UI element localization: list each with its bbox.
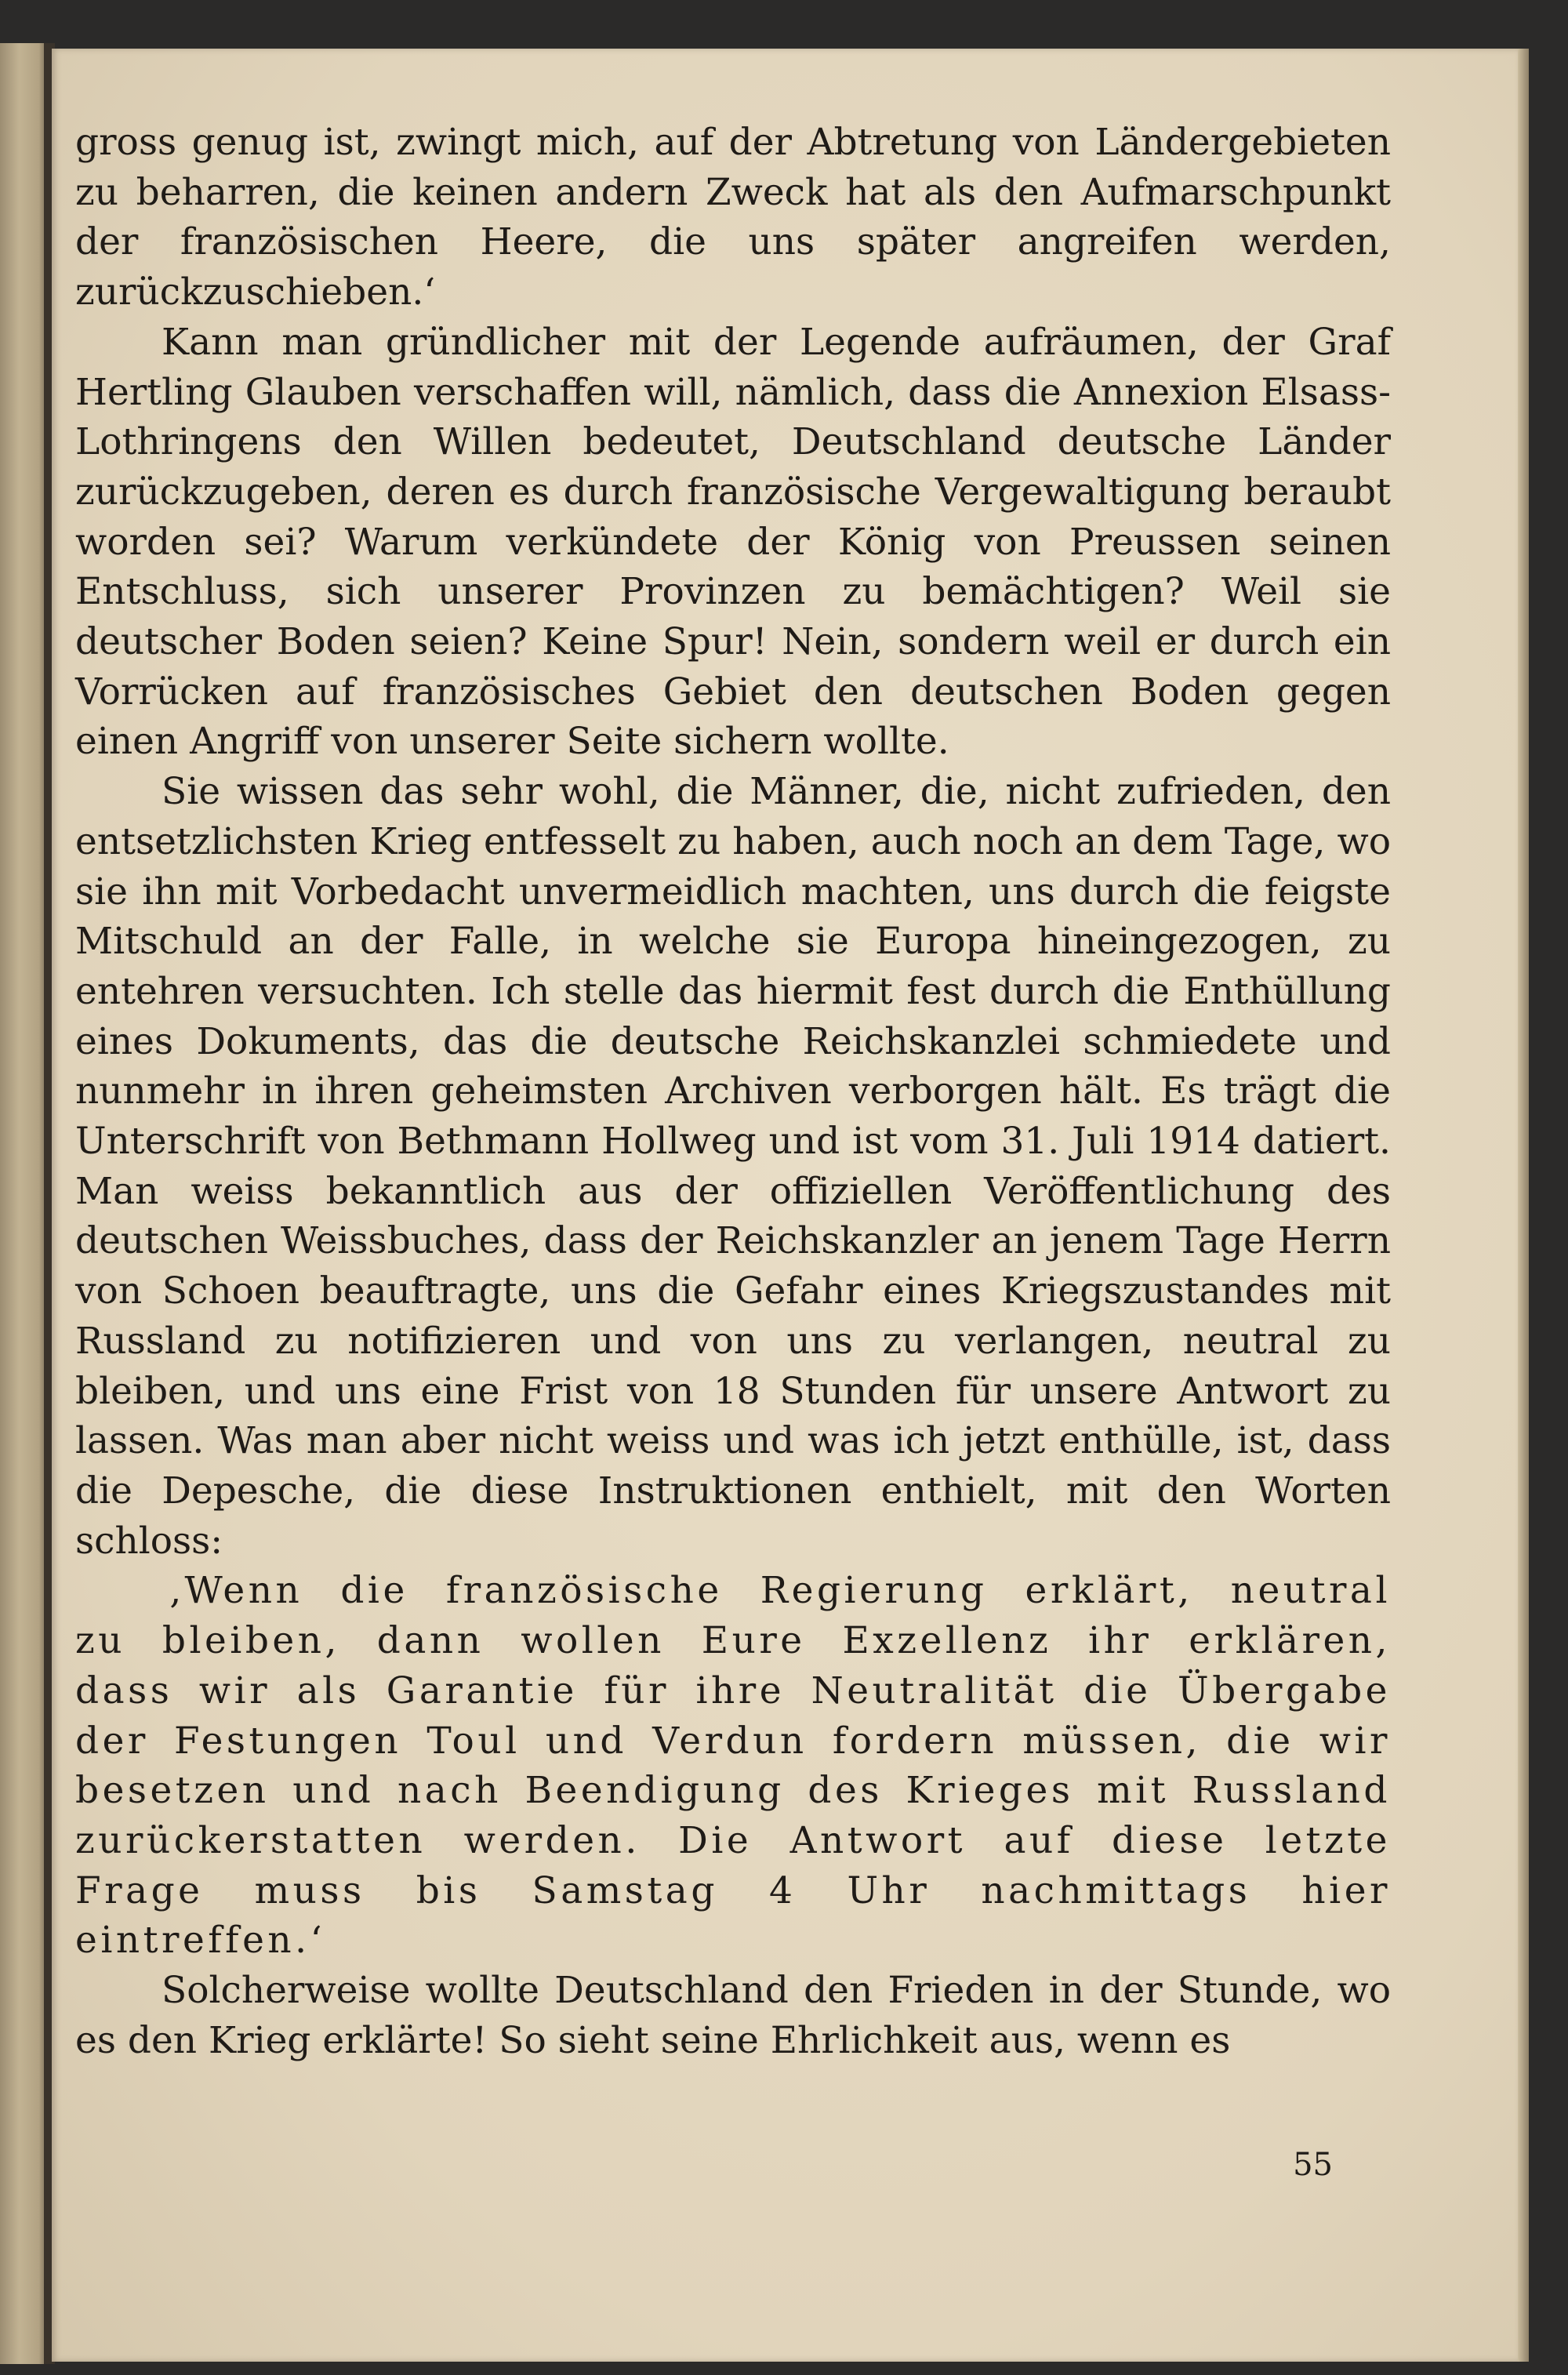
right-page-edge xyxy=(1518,49,1529,2362)
page-text xyxy=(75,118,1391,2065)
page-number: 55 xyxy=(1293,2147,1333,2183)
paragraph: Kann man gründlicher mit der Legende aufräumen, der Graf Hertling Glauben verschaffen will, nämlich, dass die Annexion Elsass-Lothringens den Willen bedeutet, Deutschland deutsche Länder zurückzugeben, deren es durch französische Vergewaltigung beraubt worden sei? Warum verkündete der König von Preussen seinen Entschluss, sich unserer Provinzen zu bemächtigen? Weil sie deutscher Boden seien? Keine Spur! Nein, sondern weil er durch ein Vorrücken auf französisches Gebiet den deutschen Boden gegen einen Angriff von unserer Seite sichern wollte. xyxy=(75,320,1391,764)
left-page-edge xyxy=(0,43,49,2364)
paragraph-closing: Solcherweise wollte Deutschland den Frieden in der Stunde, wo es den Krieg erklärte! So sieht seine Ehrlichkeit aus, wenn es xyxy=(75,1969,1391,2062)
quoted-dispatch: ‚Wenn die französische Regierung erklärt, neutral zu bleiben, dann wollen Eure Exzellenz ihr erklären, dass wir als Garantie für ihre Neutralität die Übergabe der Festungen Toul und Verdun fordern müssen, die wir besetzen und nach Beendigung des Krieges mit Russland zurückerstatten werden. Die Antwort auf diese letzte Frage muss bis Samstag 4 Uhr nachmittags hier eintreffen.‘ xyxy=(75,1569,1391,1963)
paragraph-continuation: gross genug ist, zwingt mich, auf der Abtretung von Ländergebieten zu beharren, die keinen andern Zweck hat als den Aufmarschpunkt der französischen Heere, die uns später angreifen werden, zurückzuschieben.‘ xyxy=(75,121,1391,314)
paragraph: Sie wissen das sehr wohl, die Männer, die, nicht zufrieden, den entsetzlichsten Krieg entfesselt zu haben, auch noch an dem Tage, wo sie ihn mit Vorbedacht unvermeidlich machten, uns durch die feigste Mitschuld an der Falle, in welche sie Europa hineingezogen, zu entehren versuchten. Ich stelle das hiermit fest durch die Enthüllung eines Dokuments, das die deutsche Reichskanzlei schmiedete und nunmehr in ihren geheimsten Archiven verborgen hält. Es trägt die Unterschrift von Bethmann Hollweg und ist vom 31. Juli 1914 datiert. Man weiss bekanntlich aus der offiziellen Veröffentlichung des deutschen Weissbuches, dass der Reichskanzler an jenem Tage Herrn von Schoen beauftragte, uns die Gefahr eines Kriegszustandes mit Russland zu notifizieren und von uns zu verlangen, neutral zu bleiben, und uns eine Frist von 18 Stunden für unsere Antwort zu lassen. Was man aber nicht weiss und was ich jetzt enthülle, ist, dass die Depesche, die diese Instruktionen enthielt, mit den Worten schloss: xyxy=(75,770,1391,1563)
